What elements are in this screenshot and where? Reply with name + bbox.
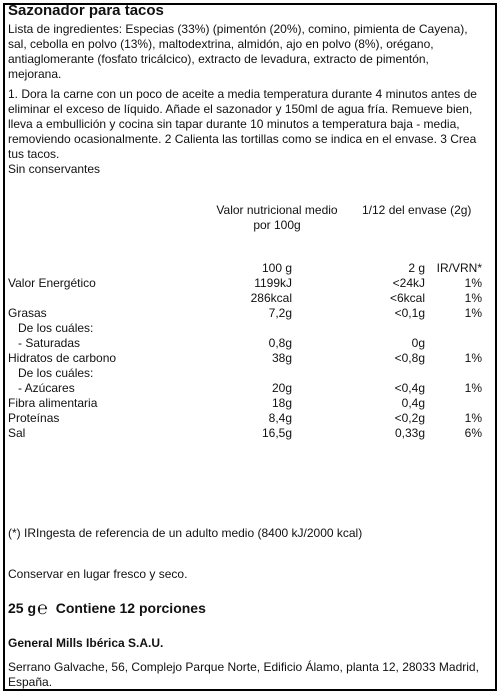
nutrient-name: Valor Energético — [8, 276, 96, 290]
product-title: Sazonador para tacos — [8, 2, 164, 19]
nutrition-column-units — [0, 261, 490, 276]
nutrient-per100: 286kcal — [250, 291, 292, 305]
nutrient-portion: <0,4g — [394, 381, 425, 395]
net-weight-amount: 25 g — [8, 600, 37, 616]
nutrition-row — [0, 291, 490, 306]
nutrient-name: Hidratos de carbono — [8, 351, 117, 365]
nutrient-per100: 38g — [271, 351, 292, 365]
nutrient-portion: <0,2g — [394, 411, 425, 425]
nutrient-ir: 1% — [464, 381, 482, 395]
per100-heading-line1: Valor nutricional medio — [216, 203, 338, 217]
nutrient-name: - Saturadas — [18, 336, 81, 350]
nutrition-row — [0, 381, 490, 396]
no-preservatives-text: Sin conservantes — [8, 162, 101, 176]
ingredients-text: Lista de ingredientes: Especias (33%) (pimentón (20%), comino, pimienta de Cayena), sal, cebolla en polvo (13%), maltodextrina, almidón, ajo en polvo (8%), orégano, antiaglomerante (fosfato tricálcico), extracto de levadura, extracto de pimentón, mejorana. — [8, 22, 468, 81]
nutrient-portion: 0,4g — [401, 396, 425, 410]
nutrient-ir: 1% — [464, 411, 482, 425]
ir-unit-header: IR/VRN* — [436, 261, 482, 275]
nutrient-per100: 20g — [271, 381, 292, 395]
per100-unit-header: 100 g — [261, 261, 292, 275]
nutrient-ir: 6% — [464, 426, 482, 440]
nutrition-row — [0, 351, 490, 366]
nutrient-portion: 0g — [411, 336, 425, 350]
preparation-text: 1. Dora la carne con un poco de aceite a media temperatura durante 4 minutos antes de eliminar el exceso de líquido. Añade el sazonador y 150ml de agua fría. Remueve bien, lleva a embullición y cocina sin tapar durante 10 minutos a temperatura baja - media, removiendo ocasionalmente. 2 Calienta las tortillas como se indica en el envase. 3 Crea tus tacos. — [8, 87, 477, 161]
nutrient-per100: 16,5g — [261, 426, 292, 440]
nutrition-row — [0, 411, 490, 426]
nutrient-ir: 1% — [464, 306, 482, 320]
nutrient-per100: 7,2g — [268, 306, 292, 320]
nutrition-row — [0, 306, 490, 321]
nutrient-name: De los cuáles: — [18, 366, 94, 380]
nutrient-portion: 0,33g — [394, 426, 425, 440]
nutrient-per100: 1199kJ — [254, 276, 292, 290]
portions-count: Contiene 12 porciones — [55, 600, 206, 616]
nutrition-row — [0, 396, 490, 411]
nutrient-name: De los cuáles: — [18, 321, 94, 335]
nutrient-name: Sal — [8, 426, 26, 440]
company-name: General Mills Ibérica S.A.U. — [8, 636, 164, 650]
storage-instructions: Conservar en lugar fresco y seco. — [8, 567, 188, 581]
nutrient-ir: 1% — [464, 291, 482, 305]
nutrient-per100: 8,4g — [268, 411, 292, 425]
nutrient-ir: 1% — [464, 351, 482, 365]
nutrient-name: - Azúcares — [18, 381, 75, 395]
nutrition-row — [0, 426, 490, 441]
nutrient-name: Fibra alimentaria — [8, 396, 98, 410]
portion-unit-header: 2 g — [408, 261, 425, 275]
reference-intake-footnote: (*) IRIngesta de referencia de un adulto medio (8400 kJ/2000 kcal) — [8, 526, 363, 540]
nutrient-name: Grasas — [8, 306, 47, 320]
portion-column-heading: 1/12 del envase (2g) — [362, 203, 472, 217]
estimated-sign-icon: ℮ — [37, 598, 48, 618]
nutrition-row — [0, 366, 490, 381]
nutrient-portion: <24kJ — [392, 276, 425, 290]
nutrient-portion: <0,8g — [394, 351, 425, 365]
nutrient-per100: 18g — [271, 396, 292, 410]
nutrient-ir: 1% — [464, 276, 482, 290]
nutrient-portion: <0,1g — [394, 306, 425, 320]
nutrient-per100: 0,8g — [268, 336, 292, 350]
per100-column-heading — [212, 203, 342, 233]
per100-heading-line2: por 100g — [253, 218, 301, 232]
nutrient-name: Proteínas — [8, 411, 60, 425]
net-weight — [8, 597, 206, 618]
nutrition-row — [0, 321, 490, 336]
nutrition-row — [0, 276, 490, 291]
company-address: Serrano Galvache, 56, Complejo Parque Norte, Edificio Álamo, planta 12, 28033 Madrid, España. — [8, 660, 479, 689]
nutrition-row — [0, 336, 490, 351]
nutrient-portion: <6kcal — [389, 291, 425, 305]
